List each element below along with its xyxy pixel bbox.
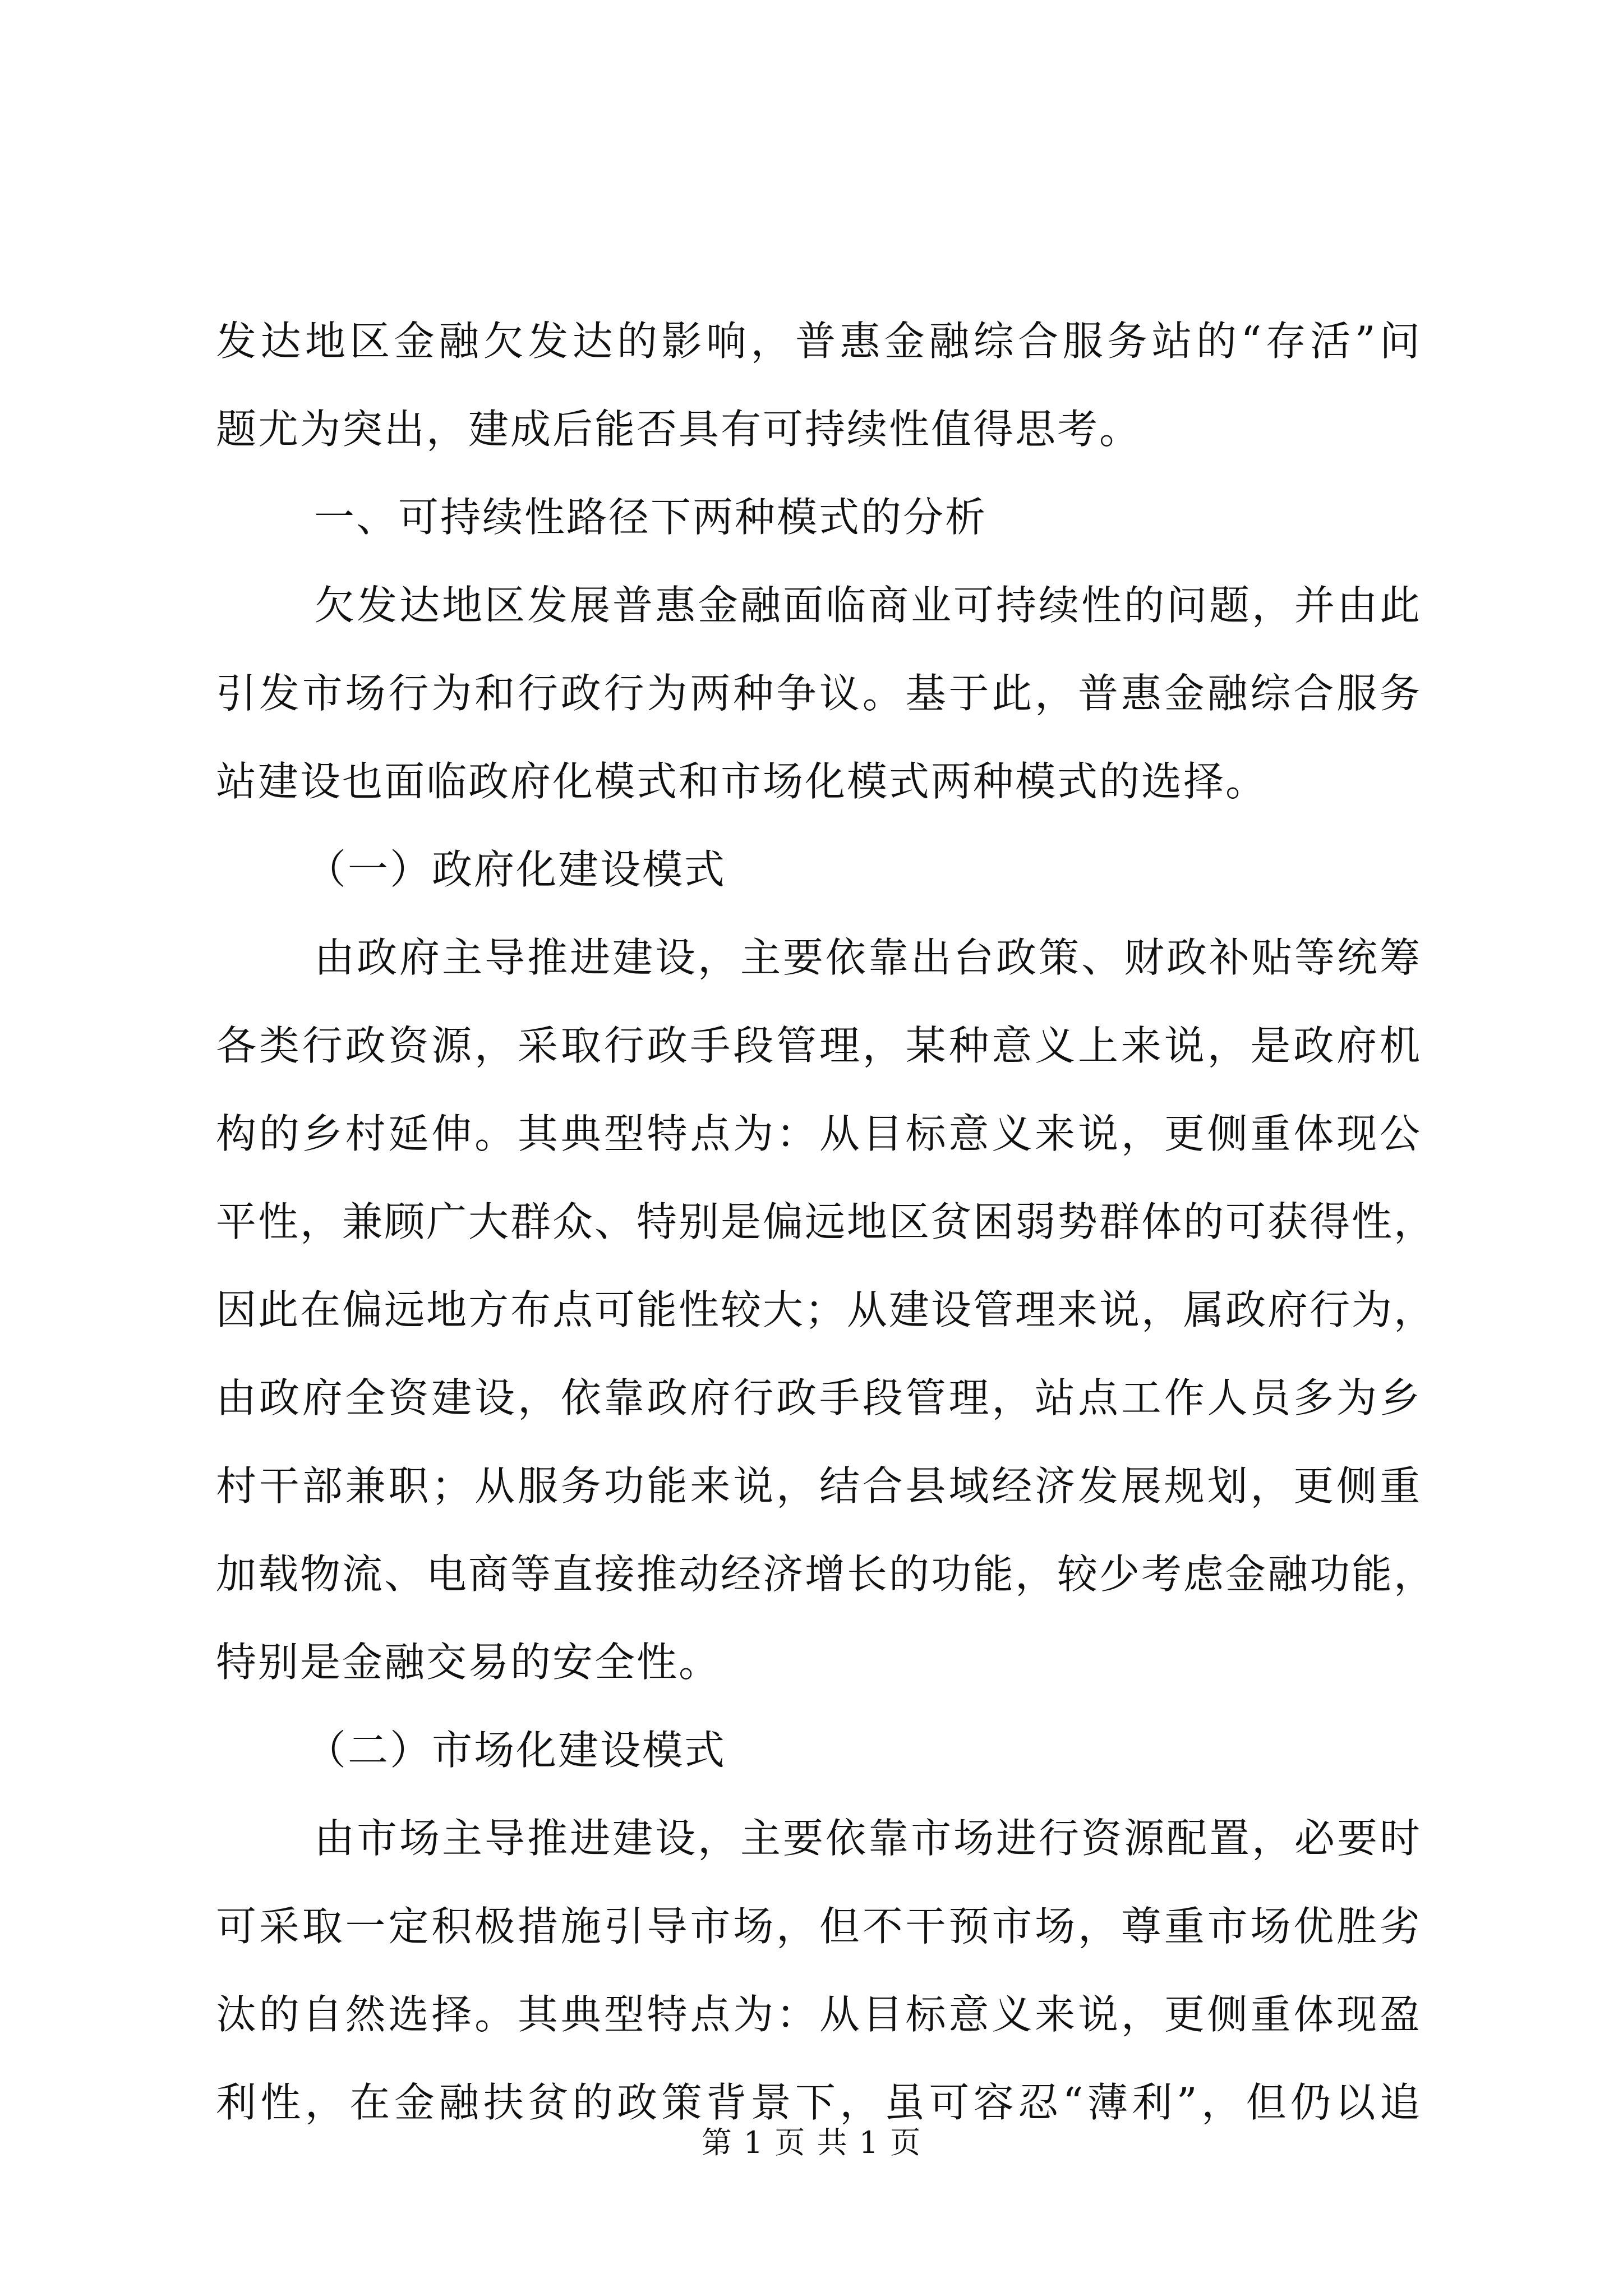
page-footer: 第 1 页 共 1 页: [701, 2125, 922, 2160]
paragraph-line: 因此在偏远地方布点可能性较大；从建设管理来说，属政府行为，: [216, 1286, 1436, 1333]
paragraph-line: 汰的自然选择。其典型特点为：从目标意义来说，更侧重体现盈: [216, 1991, 1422, 2038]
subsection-heading: （二）市场化建设模式: [306, 1727, 727, 1774]
section-heading: 一、可持续性路径下两种模式的分析: [314, 494, 988, 541]
paragraph-line: 构的乡村延伸。其典型特点为：从目标意义来说，更侧重体现公: [216, 1110, 1422, 1157]
paragraph-line: 由政府主导推进建设，主要依靠出台政策、财政补贴等统筹: [314, 934, 1422, 981]
paragraph-line: 发达地区金融欠发达的影响，普惠金融综合服务站的“存活”问: [216, 318, 1422, 365]
subsection-heading: （一）政府化建设模式: [306, 846, 727, 893]
paragraph-line: 可采取一定积极措施引导市场，但不干预市场，尊重市场优胜劣: [216, 1903, 1422, 1950]
paragraph-line: 站建设也面临政府化模式和市场化模式两种模式的选择。: [216, 758, 1268, 805]
paragraph-line: 题尤为突出，建成后能否具有可持续性值得思考。: [216, 406, 1142, 453]
body-text: [216, 297, 1436, 2147]
paragraph-line: 村干部兼职；从服务功能来说，结合县域经济发展规划，更侧重: [216, 1462, 1422, 1510]
paragraph-line: 由政府全资建设，依靠政府行政手段管理，站点工作人员多为乡: [216, 1374, 1422, 1421]
paragraph-line: 利性，在金融扶贫的政策背景下，虽可容忍“薄利”，但仍以追: [216, 2079, 1422, 2126]
paragraph-line: 平性，兼顾广大群众、特别是偏远地区贫困弱势群体的可获得性，: [216, 1198, 1436, 1245]
paragraph-line: 欠发达地区发展普惠金融面临商业可持续性的问题，并由此: [314, 582, 1422, 629]
paragraph-line: 引发市场行为和行政行为两种争议。基于此，普惠金融综合服务: [216, 670, 1422, 717]
paragraph-line: 各类行政资源，采取行政手段管理，某种意义上来说，是政府机: [216, 1022, 1422, 1069]
paragraph-line: 加载物流、电商等直接推动经济增长的功能，较少考虑金融功能，: [216, 1550, 1436, 1598]
paragraph-line: 由市场主导推进建设，主要依靠市场进行资源配置，必要时: [314, 1815, 1422, 1862]
paragraph-line: 特别是金融交易的安全性。: [216, 1639, 721, 1686]
